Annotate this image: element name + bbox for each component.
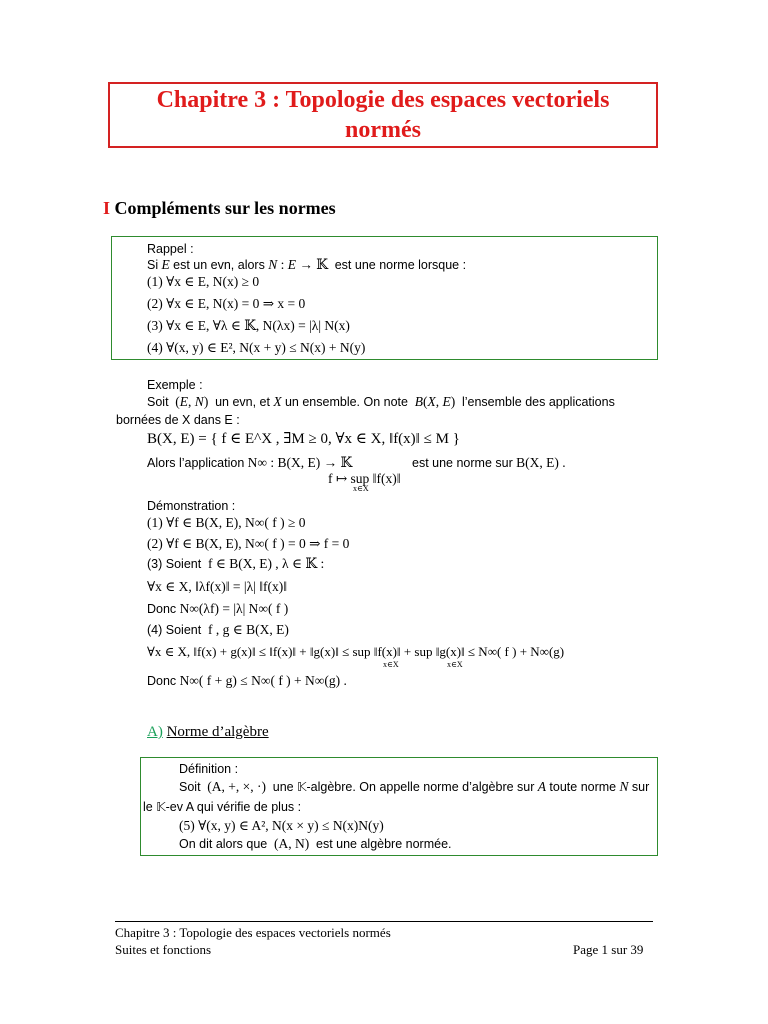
axiom-3: (3) ∀x ∈ E, ∀λ ∈ 𝕂, N(λx) = |λ| N(x) (147, 318, 350, 333)
exemple-map-sub: x∈X (353, 484, 369, 493)
demo-line2: (2) ∀f ∈ B(X, E), N∞( f ) = 0 ⇒ f = 0 (147, 536, 350, 551)
subsection-title: Norme d’algèbre (166, 724, 269, 740)
demo-line5: Donc N∞(λf) = |λ| N∞( f ) (147, 601, 289, 616)
definition-p3: (5) ∀(x, y) ∈ A², N(x × y) ≤ N(x)N(y) (179, 818, 384, 833)
page-title-line1: Chapitre 3 : Topologie des espaces vectoriels (156, 87, 610, 113)
exemple-map-rule: f ↦ sup ‖f(x)‖ (328, 471, 401, 486)
demo-line8: Donc N∞( f + g) ≤ N∞( f ) + N∞(g) . (147, 673, 347, 688)
definition-p1: Soit (A, +, ×, ·) une 𝕂-algèbre. On appelle norme d’algèbre sur A toute norme N sur (179, 779, 650, 794)
rappel-heading: Rappel : (147, 242, 194, 256)
demo-line4: ∀x ∈ X, ‖λf(x)‖ = |λ| ‖f(x)‖ (147, 579, 288, 594)
definition-p2: le 𝕂-ev A qui vérifie de plus : (143, 800, 302, 814)
exemple-alors-end: est une norme sur B(X, E) . (412, 455, 566, 470)
footer-divider (115, 921, 653, 922)
subsection-heading (147, 724, 269, 741)
demo-line7-sub2: x∈X (447, 660, 463, 669)
rappel-intro: Si E est un evn, alors N : E → 𝕂 est une norme lorsque : (147, 257, 467, 272)
exemple-heading: Exemple : (147, 378, 203, 392)
section-number: I (103, 198, 111, 218)
definition-p4: On dit alors que (A, N) est une algèbre normée. (179, 836, 452, 851)
definition-heading: Définition : (179, 762, 239, 776)
section-heading (103, 198, 336, 219)
demo-line6: (4) Soient f , g ∈ B(X, E) (147, 622, 289, 637)
page-title-line2: normés (345, 117, 421, 143)
axiom-4: (4) ∀(x, y) ∈ E², N(x + y) ≤ N(x) + N(y) (147, 340, 366, 355)
section-title: Compléments sur les normes (114, 198, 336, 218)
footer-line1: Chapitre 3 : Topologie des espaces vectoriels normés (115, 925, 391, 940)
footer-page-number: Page 1 sur 39 (573, 942, 644, 957)
axiom-2: (2) ∀x ∈ E, N(x) = 0 ⇒ x = 0 (147, 296, 306, 311)
demo-line3: (3) Soient f ∈ B(X, E) , λ ∈ 𝕂 : (147, 556, 325, 571)
axiom-1: (1) ∀x ∈ E, N(x) ≥ 0 (147, 274, 260, 289)
demo-line1: (1) ∀f ∈ B(X, E), N∞( f ) ≥ 0 (147, 515, 306, 530)
title-box (108, 82, 658, 148)
demo-line7: ∀x ∈ X, ‖f(x) + g(x)‖ ≤ ‖f(x)‖ + ‖g(x)‖ ≤ sup ‖f(x)‖ + sup ‖g(x)‖ ≤ N∞( f ) + N∞(g) (147, 644, 565, 659)
exemple-alors: Alors l’application N∞ : B(X, E) → 𝕂 (147, 455, 353, 470)
footer-line2: Suites et fonctions (115, 942, 212, 957)
subsection-label: A) (147, 724, 163, 740)
demo-line7-sub1: x∈X (383, 660, 399, 669)
exemple-p2: bornées de X dans E : (116, 413, 240, 427)
exemple-def: B(X, E) = { f ∈ E^X , ∃M ≥ 0, ∀x ∈ X, ‖f(x)‖ ≤ M } (147, 431, 460, 447)
demo-heading: Démonstration : (147, 499, 236, 513)
exemple-p1: Soit (E, N) un evn, et X un ensemble. On note B(X, E) l’ensemble des applications (147, 394, 615, 409)
